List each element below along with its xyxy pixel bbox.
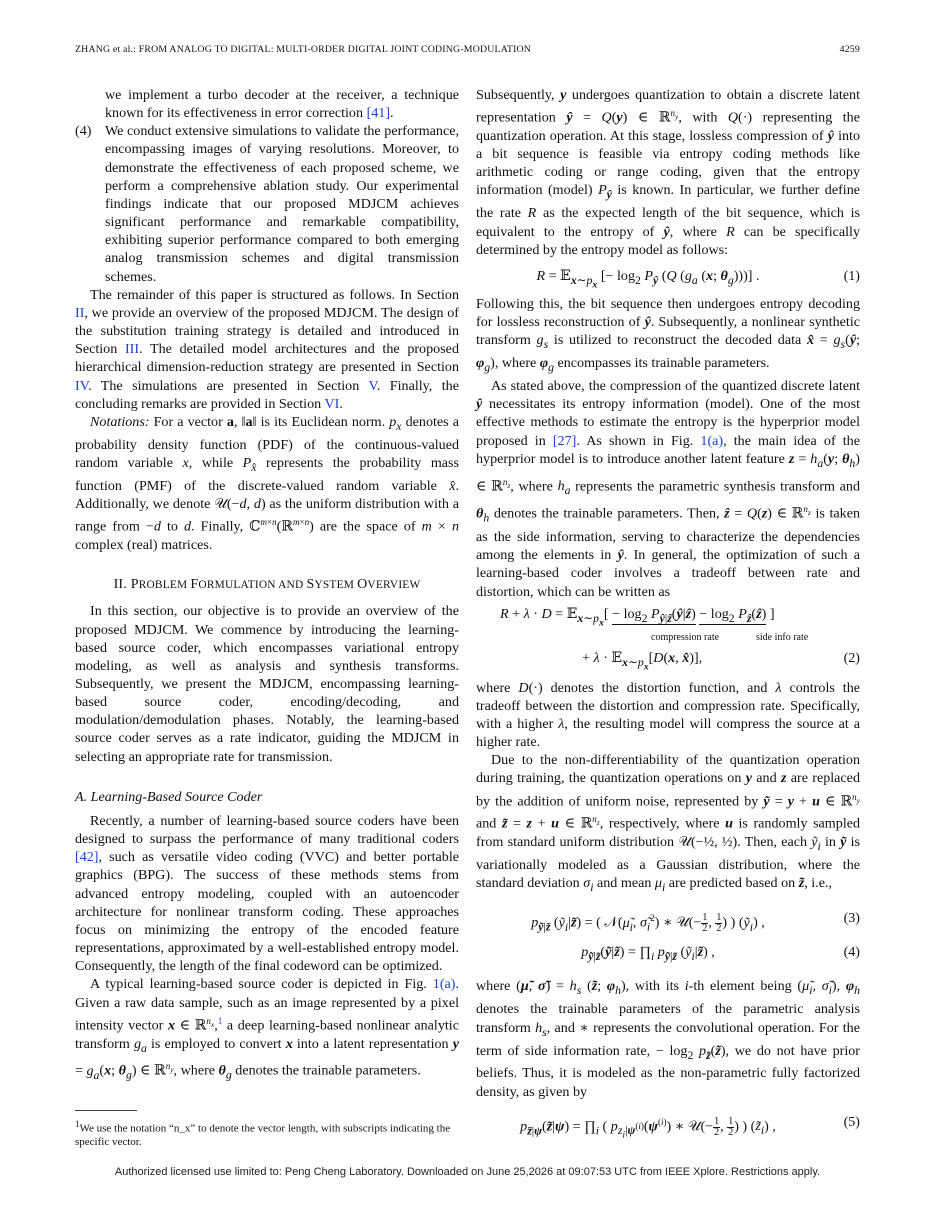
equation-number: (2) bbox=[843, 649, 860, 666]
footnote-rule bbox=[75, 1110, 137, 1111]
ref-fig1a-link-right[interactable]: 1(a) bbox=[700, 432, 724, 449]
subsection-heading-a: A. Learning-Based Source Coder bbox=[75, 788, 263, 805]
side-info-rate-label: side info rate bbox=[756, 631, 809, 643]
entropy-decoding-paragraph: Following this, the bit sequence then undergoes entropy decoding for lossless reconstruction of ŷ. Subsequently, a nonlinear synthetic transform $g_s$ is utilized to reconstruct the decoded data x̂ = $g_s(ŷ$; $\varphi_g$), where $\varphi_g$ encompasses its trainable parameters. bbox=[476, 295, 860, 374]
equation-2: R + λ · D = 𝔼$_{x\sim p_x}$[ − $\log_2$ $P_{ŷ|ẑ}(ŷ|ẑ) - \log_2$ $P_ẑ(ẑ)$ ] compression rate side info rate + λ · 𝔼$_{x\sim p_x}$[D(x, x̂)], (2) bbox=[500, 605, 860, 672]
distortion-paragraph: where D(·) denotes the distortion function, and λ controls the tradeoff between the distortion and compression rate. Specifically, with a higher λ, the resulting model will compress the source at a higher rate. bbox=[476, 679, 861, 751]
equation-number: (4) bbox=[843, 944, 860, 961]
ref-section-ii[interactable]: II bbox=[75, 304, 85, 321]
ref-27-link[interactable]: [27] bbox=[552, 432, 577, 449]
hyperprior-paragraph: As stated above, the compression of the quantized discrete latent ŷ necessitates its entropy information (model). One of the most effective methods to estimate the entropy is the hyperprior model proposed in [27]. As shown in Fig. 1(a), the main idea of the hyperprior model is to introduce another latent feature $z = h_a(y$; $\theta_h$) ∈ ℝ$^{n_z}$, where $h_a$ represents the parametric synthesis transform and $\theta_h$ denotes the trainable parameters. Then, ẑ = Q(z) ∈ ℝ$^{n_z}$ is taken as the side information, serving to characterize the dependencies among the elements in ŷ. In general, the optimization of such a learning-based coder involves a tradeoff between rate and distortion, which can be written as bbox=[476, 378, 861, 600]
ref-section-v[interactable]: V bbox=[368, 377, 377, 394]
ref-42-link[interactable]: [42] bbox=[75, 849, 99, 866]
section-heading-ii: II. PROBLEM FORMULATION AND SYSTEM OVERVIEW bbox=[113, 577, 421, 593]
item-text: We conduct extensive simulations to validate the performance, encompassing images of varying resolutions. Moreover, to demonstrate the effectiveness of each proposed scheme, we perform a comprehensive ablation study. Our experimental findings indicate that our proposed MDJCM achieves significant performance and remarkable compatibility, exhibiting superior performance compared to both emerging analog transmission schemes and digital transmission schemes. bbox=[105, 123, 459, 285]
equation-5: $p_{z̃|\psi}(z̃|\psi)$ = $\prod_i$ ( $p_{z_i|\psi^{(i)}}(\psi^{(i)})$ ∗ 𝒰(− $\frac{1}{2}$ , $\frac{1}{2}$ ) ) $(z̃_i)$ , (5) bbox=[520, 1113, 860, 1141]
ref-section-iii[interactable]: III bbox=[124, 341, 140, 358]
page-number: 4259 bbox=[839, 44, 860, 55]
item-number: (4) bbox=[75, 123, 92, 140]
equation-number: (1) bbox=[843, 267, 860, 284]
equation-3: $p_{ỹ|z̃}$ (ỹ$_i$|z̃) = ( $𝒩(\mũ_i$, $\sigmã_i^2$) ∗ 𝒰(− $\frac{1}{2}$ , $\frac{1}{2}$ ) ) (ỹ$_i$) , (3) bbox=[531, 910, 860, 935]
quantization-paragraph: Subsequently, y undergoes quantization to obtain a discrete latent representation ŷ = Q(y) ∈ ℝ$^{n_y}$, with Q(·) representing the quantization operation. At this stage, lossless compression of ŷ into a bit sequence is feasible via entropy coding methods like arithmetic coding or range coding, given that the entropy information (model) $P_ŷ$ is known. In particular, we further define the rate R as the expected length of the bit sequence, which is equivalent to the entropy of ŷ, where R can be specifically determined by the entropy model as follows: bbox=[476, 87, 861, 258]
typical-coder-paragraph: A typical learning-based source coder is depicted in Fig. 1(a). Given a raw data sample, such as an image represented by a pixel intensity vector x ∈ ℝ$^{n_x}$,$^1$ a deep learning-based nonlinear analytic transform $g_a$ is employed to convert x into a latent representation $y = g_a(x$; $\theta_g$) ∈ ℝ$^{n_y}$, where $\theta_g$ denotes the trainable parameters. bbox=[75, 976, 459, 1082]
equation-number: (3) bbox=[843, 910, 860, 927]
equation-1: R = 𝔼$_{x\sim p_x}$ [− $\log_2 P_ŷ$ (Q ($g_a$ (x; $\theta_g$)))] . (1) bbox=[536, 267, 860, 291]
non-differentiability-paragraph: Due to the non-differentiability of the quantization operation during training, the quantization operations on y and z are replaced by the addition of uniform noise, represented by ỹ = y + u ∈ ℝ$^{n_y}$ and z̃ = z + u ∈ ℝ$^{n_z}$, respectively, where u is randomly sampled from standard uniform distribution 𝒰(−½, ½). Then, each ỹ$_i$ in ỹ is variationally modeled as a Gaussian distribution, where the standard deviation $\sigma_i$ and mean $\mu_i$ are predicted based on z̃, i.e., bbox=[476, 752, 861, 895]
ref-fig1a-link[interactable]: 1(a) bbox=[432, 976, 456, 993]
license-footer: Authorized licensed use limited to: Peng Cheng Laboratory. Downloaded on June 25,2026 at 09:07:53 UTC from IEEE Xplore. Restrictions apply. bbox=[114, 1166, 821, 1178]
running-title: ZHANG et al.: FROM ANALOG TO DIGITAL: MULTI-ORDER DIGITAL JOINT CODING-MODULATION bbox=[75, 44, 532, 55]
footnote-1: $^1$We use the notation “n_x” to denote the vector length, with subscripts indicating the specific vector. bbox=[75, 1119, 451, 1148]
right-column bbox=[476, 86, 860, 1143]
ref-section-vi[interactable]: VI bbox=[324, 395, 340, 412]
section-intro-paragraph: In this section, our objective is to provide an overview of the proposed MDJCM. We commence by introducing the learning-based source coder, which encompasses variational entropy modeling, as well as analysis and synthesis transforms. Subsequently, we present the MDJCM, encompassing learning-based source coder, encoding/decoding, and modulation/demodulation phases. Notably, the learning-based source coder serves as a rate indicator, guiding the MDJCM in selecting an appropriate rate for transmission. bbox=[75, 603, 459, 765]
left-column bbox=[75, 86, 459, 1085]
equation-number: (5) bbox=[843, 1113, 860, 1130]
compression-rate-label: compression rate bbox=[651, 631, 720, 643]
notations-paragraph: Notations: For a vector a, ‖a‖ is its Euclidean norm. $p_x$ denotes a probability density function (PDF) of the continuous-valued random variable x, while $P_{x̂}$ represents the probability mass function (PMF) of the discrete-valued random variable x̂. Additionally, we denote 𝒰(−d, d) as the uniform distribution with a range from −d to d. Finally, ℂ$^{m\times n}$(ℝ$^{m\times n}$) are the space of m × n complex (real) matrices. bbox=[75, 413, 460, 554]
contribution-item-4 bbox=[75, 122, 459, 285]
side-info-paragraph: where (μ̃, σ̃) = $h_s$ (z̃; $\varphi_h$), with its i-th element being ($\mũ_i$, $\sigmã_i$), $\varphi_h$ denotes the trainable parameters of the parametric analysis transform $h_s$, and ∗ represents the convolutional operation. For the term of side information rate, − $\log_2$ $p_{z̃}(z̃)$, we do not have prior beliefs. Thus, it is modeled as the non-parametric fully factorized density, as given by bbox=[476, 978, 860, 1100]
recently-paragraph: Recently, a number of learning-based source coders have been designed to surpass the performance of many traditional coders [42], such as versatile video coding (VVC) and better portable graphics (BPG). The success of these methods stems from advanced entropy modeling, coupled with an autoencoder architecture for nonlinear transform coding. These approaches focus on minimizing the entropy of the encoded feature representations, approximated by a well-established entropy model. Consequently, the length of the final codeword can be optimized. bbox=[75, 812, 459, 975]
ref-section-iv[interactable]: IV bbox=[75, 377, 89, 394]
ref-41-link[interactable]: [41] bbox=[366, 105, 391, 122]
paper-structure-paragraph: The remainder of this paper is structured as follows. In Section II, we provide an overview of the proposed MDJCM. The design of the substitution training strategy is detailed and introduced in Section III. The detailed model architectures and the proposed hierarchical dimension-reduction strategy are presented in Section IV. The simulations are presented in Section V. Finally, the concluding remarks are provided in Section VI. bbox=[75, 286, 459, 412]
equation-4: $p_{ỹ|z̃}(ỹ|z̃)$ = $\prod_i$ $p_{ỹ|z̃}$ (ỹ$_i$|z̃) , (4) bbox=[581, 944, 860, 964]
contribution-item-3-continued: we implement a turbo decoder at the receiver, a technique known for its effectiveness in error correction [41]. bbox=[105, 87, 459, 122]
footnote-1-link[interactable]: 1 bbox=[217, 1015, 223, 1026]
